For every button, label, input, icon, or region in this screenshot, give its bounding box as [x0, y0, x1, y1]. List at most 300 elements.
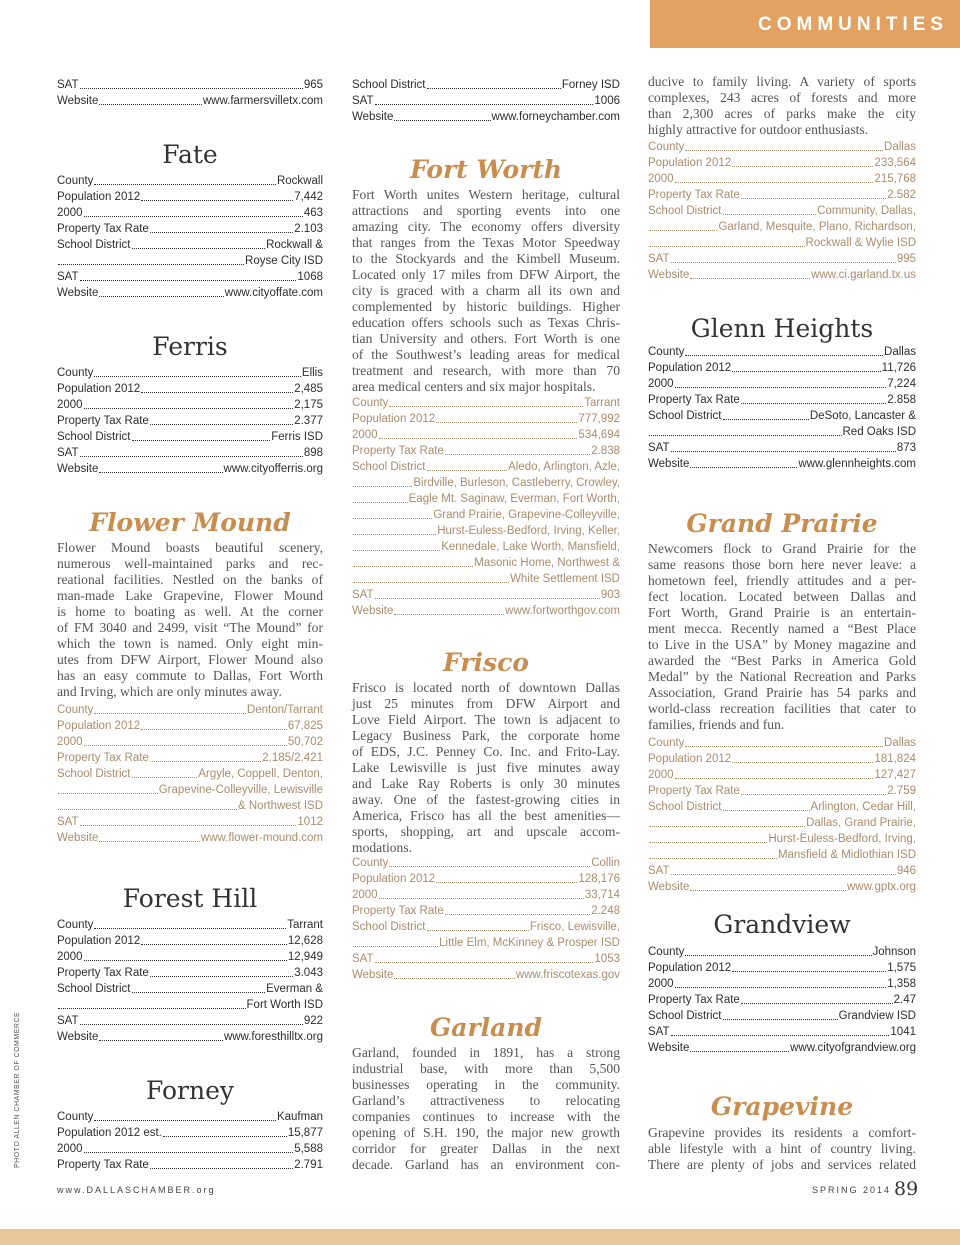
- stat-row: [352, 586, 620, 602]
- stat-value: www.cityofferris.org: [223, 463, 323, 475]
- dot-leader: [690, 278, 810, 279]
- stat-value: 965: [303, 79, 323, 91]
- stat-label: SAT: [352, 953, 374, 965]
- dot-leader: [427, 470, 508, 471]
- stat-row: [57, 1108, 323, 1124]
- stat-value: 33,714: [584, 889, 620, 901]
- text-line: Association, Grand Prairie has 54 parks and: [648, 685, 916, 700]
- stat-row: [352, 934, 620, 950]
- stat-row: [352, 76, 620, 92]
- frisco-stats: [352, 854, 620, 982]
- stat-value: www.glennheights.com: [798, 458, 916, 470]
- text-line: city is graced with a charm all its own and: [352, 283, 620, 298]
- stat-label: Property Tax Rate: [648, 394, 740, 406]
- text-line: sports, shopping, art and upscale accom-: [352, 824, 620, 839]
- stat-value: 2.838: [591, 445, 620, 457]
- stat-value: www.cityofgrandview.org: [790, 1042, 916, 1054]
- stat-value: Rockwall &: [266, 239, 323, 251]
- stat-label: County: [352, 397, 389, 409]
- stat-label: 2000: [648, 173, 674, 185]
- stat-row: [57, 76, 323, 92]
- stat-value: 1012: [297, 816, 323, 828]
- text-line: away. One of the fastest-growing cities in: [352, 792, 620, 807]
- text-line: awarded the “Best Parks in America Gold: [648, 653, 916, 668]
- text-line: corridor for greater Dallas in the next: [352, 1141, 620, 1156]
- stat-label: Property Tax Rate: [352, 445, 444, 457]
- stat-row: [352, 474, 620, 490]
- dot-leader: [94, 928, 286, 929]
- dot-leader: [675, 987, 887, 988]
- dot-leader: [94, 184, 276, 185]
- city-heading-garland: Garland: [429, 1013, 543, 1042]
- stat-row: [57, 364, 323, 380]
- stat-row: [57, 204, 323, 220]
- stat-value: Argyle, Coppell, Denton,: [198, 768, 323, 780]
- city-heading-grandview: Grandview: [713, 910, 851, 939]
- stat-label: County: [57, 175, 94, 187]
- stat-row: [352, 108, 620, 124]
- dot-leader: [685, 746, 883, 747]
- stat-label: Website: [57, 287, 99, 299]
- dot-leader: [389, 406, 583, 407]
- dot-leader: [389, 866, 590, 867]
- stat-label: School District: [648, 205, 722, 217]
- dot-leader: [163, 1136, 287, 1137]
- dot-leader: [436, 422, 577, 423]
- text-line: opening of S.H. 190, the major new growth: [352, 1125, 620, 1140]
- stat-row: [57, 996, 323, 1012]
- stat-row: [352, 570, 620, 586]
- dot-leader: [427, 88, 561, 89]
- dot-leader: [99, 1040, 223, 1041]
- text-line: that ranges from the Texas Motor Speedway: [352, 235, 620, 250]
- stat-label: Website: [648, 881, 690, 893]
- stat-row: [57, 916, 323, 932]
- footer-issue: SPRING 2014: [812, 1185, 892, 1195]
- stat-value: Eagle Mt. Saginaw, Everman, Fort Worth,: [408, 493, 620, 505]
- dot-leader: [675, 387, 887, 388]
- stat-row: [648, 266, 916, 282]
- stat-row: [57, 964, 323, 980]
- text-line: same reasons those born here never leave: a: [648, 557, 916, 572]
- stat-row: [648, 959, 916, 975]
- stat-row: [648, 250, 916, 266]
- text-line: Frisco is located north of downtown Dallas: [352, 680, 620, 695]
- stat-row: [57, 829, 323, 845]
- stat-label: Property Tax Rate: [648, 785, 740, 797]
- text-line: Located only 17 miles from DFW Airport, the: [352, 267, 620, 282]
- stat-label: 2000: [648, 378, 674, 390]
- dot-leader: [649, 842, 767, 843]
- stat-row: [648, 234, 916, 250]
- dot-leader: [94, 376, 300, 377]
- stat-label: Population 2012: [648, 157, 732, 169]
- stat-row: [648, 846, 916, 862]
- stat-label: Website: [352, 605, 394, 617]
- stat-row: [648, 375, 916, 391]
- text-line: to Live in the USA” by Money magazine and: [648, 637, 916, 652]
- stat-value: 995: [896, 253, 916, 265]
- stat-label: School District: [648, 801, 722, 813]
- dot-leader: [58, 264, 244, 265]
- stat-label: School District: [57, 239, 131, 251]
- farmersville-stats-continued: [57, 76, 323, 108]
- city-heading-forest-hill: Forest Hill: [122, 884, 258, 913]
- stat-value: 2.759: [887, 785, 916, 797]
- stat-row: [57, 172, 323, 188]
- stat-row: [648, 439, 916, 455]
- stat-value: 2,485: [294, 383, 323, 395]
- text-line: highly attractive for outdoor enthusiasts.: [648, 122, 869, 137]
- city-heading-flower-mound: Flower Mound: [89, 508, 291, 537]
- text-line: able lifestyle with a hint of country living.: [648, 1141, 916, 1156]
- dot-leader: [649, 435, 842, 436]
- stat-value: 127,427: [874, 769, 916, 781]
- dot-leader: [141, 200, 293, 201]
- stat-label: School District: [648, 410, 722, 422]
- stat-value: Dallas: [884, 346, 916, 358]
- stat-label: School District: [648, 1010, 722, 1022]
- stat-value: Aledo, Arlington, Azle,: [508, 461, 620, 473]
- bottom-decorative-bar: [0, 1229, 960, 1245]
- dot-leader: [84, 960, 287, 961]
- dot-leader: [732, 371, 881, 372]
- grand-prairie-description: [648, 541, 916, 733]
- dot-leader: [80, 825, 297, 826]
- text-line: Medal” by the National Recreation and Parks: [648, 669, 916, 684]
- stat-value: 898: [303, 447, 323, 459]
- stat-value: www.foresthilltx.org: [223, 1031, 323, 1043]
- dot-leader: [353, 566, 473, 567]
- stat-value: Everman &: [266, 983, 323, 995]
- dot-leader: [141, 944, 287, 945]
- dot-leader: [84, 408, 294, 409]
- stat-value: 777,992: [578, 413, 620, 425]
- dot-leader: [94, 713, 245, 714]
- stat-row: [57, 460, 323, 476]
- stat-value: Grand Prairie, Grapevine-Colleyville,: [433, 509, 620, 521]
- dot-leader: [80, 1024, 303, 1025]
- stat-row: [352, 442, 620, 458]
- stat-label: County: [57, 704, 94, 716]
- stat-label: Website: [57, 95, 99, 107]
- stat-row: [648, 830, 916, 846]
- stat-row: [648, 943, 916, 959]
- stat-value: 3.043: [294, 967, 323, 979]
- dot-leader: [649, 858, 777, 859]
- dot-leader: [394, 614, 504, 615]
- text-line: to the Stockyards and the Kimbell Museum.: [352, 251, 620, 266]
- dot-leader: [685, 355, 883, 356]
- dot-leader: [150, 761, 261, 762]
- stat-value: www.flower-mound.com: [200, 832, 323, 844]
- stat-row: [352, 554, 620, 570]
- stat-label: County: [57, 367, 94, 379]
- stat-value: Forney ISD: [561, 79, 620, 91]
- text-line: reational facilities. Nestled on the banks of: [57, 572, 323, 587]
- stat-label: SAT: [648, 253, 670, 265]
- stat-row: [648, 455, 916, 471]
- dot-leader: [150, 232, 293, 233]
- stat-value: 7,442: [294, 191, 323, 203]
- stat-label: Population 2012: [648, 362, 732, 374]
- dot-leader: [427, 930, 529, 931]
- stat-value: 7,224: [887, 378, 916, 390]
- stat-label: School District: [352, 921, 426, 933]
- dot-leader: [690, 890, 846, 891]
- stat-row: [648, 782, 916, 798]
- stat-row: [352, 522, 620, 538]
- forney-stats: [57, 1108, 323, 1172]
- text-line: modations.: [352, 840, 413, 855]
- dot-leader: [685, 955, 871, 956]
- stat-value: 1053: [594, 953, 620, 965]
- forest-hill-stats: [57, 916, 323, 1044]
- stat-label: Website: [57, 1031, 99, 1043]
- stat-value: 1041: [890, 1026, 916, 1038]
- dot-leader: [723, 214, 817, 215]
- text-line: Garland’s attractiveness to relocating: [352, 1093, 620, 1108]
- stat-value: Frisco, Lewisville,: [529, 921, 620, 933]
- stat-label: 2000: [352, 889, 378, 901]
- stat-row: [352, 538, 620, 554]
- text-line: of EDS, J.C. Penney Co. Inc. and Frito-Lay.: [352, 744, 620, 759]
- frisco-description: [352, 680, 620, 856]
- stat-value: Hurst-Euless-Bedford, Irving, Keller,: [437, 525, 620, 537]
- stat-value: Denton/Tarrant: [246, 704, 323, 716]
- stat-value: www.ci.garland.tx.us: [811, 269, 916, 281]
- section-banner: COMMUNITIES: [650, 0, 960, 48]
- stat-row: [352, 950, 620, 966]
- stat-value: Mansfield & Midlothian ISD: [777, 849, 916, 861]
- stat-row: [57, 948, 323, 964]
- dot-leader: [649, 230, 717, 231]
- stat-value: 15,877: [287, 1127, 323, 1139]
- stat-value: Little Elm, McKinney & Prosper ISD: [439, 937, 620, 949]
- dot-leader: [671, 1035, 890, 1036]
- dot-leader: [80, 280, 297, 281]
- stat-label: SAT: [57, 447, 79, 459]
- dot-leader: [732, 166, 873, 167]
- stat-label: School District: [57, 768, 131, 780]
- stat-value: Tarrant: [287, 919, 323, 931]
- stat-value: 2.791: [294, 1159, 323, 1171]
- stat-label: Website: [352, 111, 394, 123]
- dot-leader: [690, 1051, 789, 1052]
- text-line: ment mecca. Recently named a “Best Place: [648, 621, 916, 636]
- stat-row: [57, 733, 323, 749]
- text-line: There are plenty of jobs and services related: [648, 1157, 916, 1172]
- stat-value: 128,176: [578, 873, 620, 885]
- stat-label: School District: [57, 983, 131, 995]
- dot-leader: [99, 296, 223, 297]
- stat-value: Tarrant: [584, 397, 620, 409]
- stat-value: 946: [896, 865, 916, 877]
- fort-worth-stats: [352, 394, 620, 618]
- text-line: industrial base, with more than 5,500: [352, 1061, 620, 1076]
- text-line: and Irving, which are only minutes away.: [57, 684, 282, 699]
- stat-value: Rockwall: [276, 175, 323, 187]
- stat-label: Property Tax Rate: [352, 905, 444, 917]
- stat-label: Population 2012: [648, 962, 732, 974]
- dot-leader: [94, 1120, 276, 1121]
- stat-value: Grapevine-Colleyville, Lewisville: [158, 784, 323, 796]
- stat-row: [352, 902, 620, 918]
- stat-value: Dallas, Grand Prairie,: [806, 817, 916, 829]
- dot-leader: [353, 550, 440, 551]
- stat-label: Website: [352, 969, 394, 981]
- stat-row: [648, 975, 916, 991]
- stat-value: Community, Dallas,: [817, 205, 916, 217]
- stat-row: [648, 862, 916, 878]
- dot-leader: [375, 598, 600, 599]
- stat-row: [648, 170, 916, 186]
- city-heading-fate: Fate: [162, 140, 218, 169]
- dot-leader: [141, 392, 293, 393]
- text-line: area medical centers and six major hospitals.: [352, 379, 596, 394]
- stat-row: [352, 410, 620, 426]
- forney-stats-continued: [352, 76, 620, 124]
- stat-label: 2000: [648, 978, 674, 990]
- stat-row: [57, 797, 323, 813]
- stat-row: [648, 423, 916, 439]
- stat-value: Kennedale, Lake Worth, Mansfield,: [441, 541, 620, 553]
- stat-label: School District: [57, 431, 131, 443]
- stat-label: Population 2012: [57, 720, 141, 732]
- garland-description-continued: [648, 74, 916, 138]
- dot-leader: [690, 467, 797, 468]
- dot-leader: [671, 451, 896, 452]
- stat-value: 12,949: [287, 951, 323, 963]
- stat-label: 2000: [648, 769, 674, 781]
- stat-row: [57, 428, 323, 444]
- stat-row: [57, 749, 323, 765]
- stat-value: Ferris ISD: [271, 431, 323, 443]
- stat-label: SAT: [648, 865, 670, 877]
- dot-leader: [375, 962, 594, 963]
- dot-leader: [685, 150, 883, 151]
- stat-value: www.farmersvilletx.com: [202, 95, 323, 107]
- stat-label: Property Tax Rate: [648, 994, 740, 1006]
- garland-stats: [648, 138, 916, 282]
- stat-row: [57, 717, 323, 733]
- stat-label: Website: [648, 1042, 690, 1054]
- text-line: Grapevine provides its residents a comfort-: [648, 1125, 916, 1140]
- glenn-heights-stats: [648, 343, 916, 471]
- stat-label: County: [648, 946, 685, 958]
- text-line: Love Field Airport. The town is adjacent to: [352, 712, 620, 727]
- text-line: of FM 3040 and 2499, visit “The Mound” for: [57, 620, 323, 635]
- dot-leader: [675, 182, 874, 183]
- dot-leader: [99, 841, 200, 842]
- stat-value: & Northwest ISD: [238, 800, 323, 812]
- page-number: 89: [894, 1178, 919, 1200]
- text-line: is home to boating as well. At the corner: [57, 604, 323, 619]
- stat-label: SAT: [648, 1026, 670, 1038]
- stat-value: 5,588: [294, 1143, 323, 1155]
- text-line: tian University and others. Fort Worth is one: [352, 331, 620, 346]
- stat-row: [648, 734, 916, 750]
- text-line: Lake Lewisville is just five minutes away: [352, 760, 620, 775]
- stat-label: County: [57, 919, 94, 931]
- stat-value: Ellis: [301, 367, 323, 379]
- dot-leader: [353, 518, 432, 519]
- stat-label: County: [352, 857, 389, 869]
- stat-label: County: [648, 346, 685, 358]
- stat-label: Property Tax Rate: [57, 752, 149, 764]
- stat-row: [352, 870, 620, 886]
- stat-label: Website: [57, 832, 99, 844]
- stat-value: 215,768: [874, 173, 916, 185]
- stat-row: [57, 1156, 323, 1172]
- stat-row: [352, 458, 620, 474]
- stat-row: [57, 284, 323, 300]
- stat-value: Arlington, Cedar Hill,: [810, 801, 916, 813]
- stat-label: 2000: [57, 736, 83, 748]
- stat-label: Property Tax Rate: [648, 189, 740, 201]
- text-line: Fort Worth, Grand Prairie is an entertain-: [648, 605, 916, 620]
- dot-leader: [84, 1152, 294, 1153]
- dot-leader: [675, 778, 874, 779]
- text-line: America, Frisco has all the best amenities—: [352, 808, 620, 823]
- stat-value: 873: [896, 442, 916, 454]
- grand-prairie-stats: [648, 734, 916, 894]
- stat-value: www.friscotexas.gov: [515, 969, 620, 981]
- stat-row: [352, 602, 620, 618]
- stat-value: 67,825: [287, 720, 323, 732]
- text-line: families, friends and fun.: [648, 717, 785, 732]
- dot-leader: [436, 882, 577, 883]
- stat-row: [648, 1023, 916, 1039]
- stat-label: SAT: [57, 1015, 79, 1027]
- dot-leader: [394, 978, 514, 979]
- dot-leader: [649, 826, 805, 827]
- stat-row: [352, 426, 620, 442]
- stat-label: 2000: [57, 207, 83, 219]
- stat-row: [352, 966, 620, 982]
- text-line: Newcomers flock to Grand Prairie for the: [648, 541, 916, 556]
- text-line: amazing city. The economy offers diversity: [352, 219, 620, 234]
- text-line: hometown feel, friendly attitudes and a per-: [648, 573, 916, 588]
- stat-value: 534,694: [578, 429, 620, 441]
- footer-website: www.DALLASCHAMBER.org: [57, 1185, 216, 1195]
- stat-value: 2,175: [294, 399, 323, 411]
- stat-row: [648, 391, 916, 407]
- stat-label: 2000: [352, 429, 378, 441]
- dot-leader: [353, 502, 408, 503]
- stat-label: SAT: [57, 271, 79, 283]
- photo-credit: PHOTO ALLEN CHAMBER OF COMMERCE: [14, 1011, 21, 1168]
- stat-row: [57, 701, 323, 717]
- text-line: world-class recreation facilities that cater to: [648, 701, 916, 716]
- stat-row: [57, 1028, 323, 1044]
- stat-row: [648, 766, 916, 782]
- stat-value: 12,628: [287, 935, 323, 947]
- stat-value: Kaufman: [276, 1111, 323, 1123]
- stat-row: [57, 396, 323, 412]
- stat-row: [352, 918, 620, 934]
- stat-value: Birdville, Burleson, Castleberry, Crowley,: [413, 477, 620, 489]
- dot-leader: [58, 1008, 246, 1009]
- text-line: businesses operating in the community.: [352, 1077, 620, 1092]
- dot-leader: [132, 992, 266, 993]
- stat-label: SAT: [57, 816, 79, 828]
- text-line: just 25 minutes from DFW Airport and: [352, 696, 620, 711]
- stat-row: [57, 268, 323, 284]
- stat-row: [57, 236, 323, 252]
- dot-leader: [723, 810, 810, 811]
- stat-label: SAT: [352, 589, 374, 601]
